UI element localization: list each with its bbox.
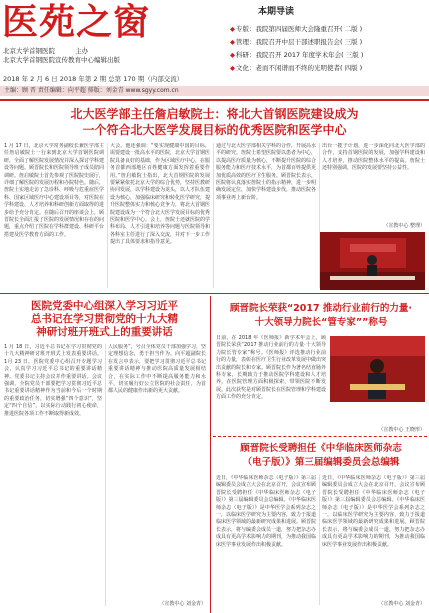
column-divider	[319, 475, 320, 605]
guide-item-text: 管理：我院召开中层干部述职报告会( 三版 )	[236, 38, 363, 46]
publisher-line: 北京大学首钢医院宣传教育中心编辑出版	[3, 56, 120, 64]
lead-body-col1: 1 月 17 日，北京大学常务副校长兼医学部主任詹启敏院士一行来到北京大学首钢医院调研，全面了解医院发展情况并深入探讨学科建设等问题。顾晋院长和医院领导班子成员陪同调研。詹启敏院士首先参观了医院院史展厅，详细了解医院的发展历程和办院特色。随后，詹院士实地走访了急诊科、呼吸与危重症医学科、国家区域医疗中心建设项目等，对医院在学科建设、人才培养和科研创新方面取得的进步给予充分肯定。在随后召开的座谈会上，顾晋院长全面汇报了医院的发展情况和存在的问题，重点介绍了医院在学科群建设、科研平台搭建及医学教育方面的工作。	[4, 143, 104, 238]
organizer-name: 北京大学首钢医院	[3, 47, 55, 55]
editor-info-text: 主编：顾 晋 责任编辑：向平超 排版：刘金青 www.sgyy.com.cn	[4, 87, 179, 94]
lead-body-col4: 出台一揽子计划，进一步深化同北大医学部的合作，支持首钢医院的发展，加强学科建设和人才培养，推动医院整体水平的提高。詹院士还特别强调，医院的发展要坚持公益性。	[322, 143, 425, 172]
award-body: 日前，在 2018 年《医师报》新学术年会上，顾晋院长荣获“2017 推动行业前行的力量·十大领导力院长管专家”称号。《医师报》评选推动行业前行的力量，表彰在医疗卫生行业改革发展中做出突出贡献的院长和专家。顾晋院长作为著名结直肠外科专家，长期致力于推动医院学科建设和人才培养，在医院管理方面积极探索，带领医院不断发展。此次获奖是对顾晋院长在医院管理和学科建设方面工作的充分肯定。	[216, 335, 326, 401]
party-headline-line3: 神研讨班开班式上的重要讲话	[36, 326, 173, 338]
arrow-icon: ◆	[230, 64, 235, 72]
party-body-col2: 人民服务”，号召全体党员干部加强学习，坚定理想信念，勇于担当作为。向平超副院长在发言中表示，要把学习贯彻习近平总书记重要讲话精神与推动医院高质量发展相结合，在实际工作中不断提高服务能力和水平，切实履行好公立医院的社会责任，为首都人民的健康作出新的更大贡献。	[108, 344, 206, 395]
guide-item-text: 文化：老而不闲谱而不终的光明使者( 四版 )	[236, 64, 363, 72]
party-body-col1: 1 月 18 日，习近平总书记在学习贯彻党的十九大精神研讨班开班式上发表重要讲话。1月 23 日，医院党委中心组召开专题学习会，认真学习习近平总书记的重要讲话精神。党委书记主持会议并作重要讲话。会议强调，全院党员干部要把学习贯彻习近平总书记重要讲话精神作为当前和今后一个时期的重要政治任务，切实增强“四个意识”，坚定“四个自信”，以实际行动践行初心使命，推进医院各项工作不断取得新成效。	[4, 344, 102, 417]
masthead-divider	[0, 99, 429, 101]
guide-item-text: 专版：我院第四届医师大会隆重召开( 二版 )	[236, 25, 363, 33]
guide-item-text: 科研：我院召开 2017 年度学术年会( 三版 )	[236, 51, 364, 59]
guide-item[interactable]	[230, 23, 429, 36]
arrow-icon: ◆	[230, 51, 235, 59]
award-headline-line1: 顾晋院长荣获“2017 推动行业前行的力量·	[229, 303, 413, 314]
issue-date-line: 2018 年 2 月 6 日 2018 年第 2 期 总第 170 期（内部交流）	[3, 75, 184, 83]
guide-item[interactable]	[230, 62, 429, 75]
lead-caption: （宣教中心 整理）	[383, 223, 425, 229]
award-caption: （宣教中心 王晓形）	[378, 427, 425, 433]
party-headline-line2: 总书记在学习贯彻党的十九大精	[31, 313, 178, 325]
journal-caption: （宣教中心 刘金青）	[378, 601, 425, 607]
lead-headline-line2: 一个符合北大医学发展目标的优秀医院和医学中心	[82, 123, 347, 137]
lead-body-col2: 大会。他还强调：“要实现健康中国的目标，需要建设一批高水平的医院，北京大学首钢医院具备良好的基础，作为区域医疗中心，在服务首都西部地区百姓健康方面发挥着重要作用。”詹启敏院士指出，北大首钢医院的发展要紧紧依托北京大学的综合优势，坚持医教研协同发展，以学科建设为龙头，以人才队伍建设为核心，加强临床研究和转化医学研究，提升医院整体实力和核心竞争力，将北大首钢医院建设成为一个符合北大医学发展目标的优秀医院和医学中心。会上，詹院士还就医院的学科布局、人才引进和培养等问题与医院领导和各科室主任进行了深入交流，并对下一步工作提出了具体要求和指导意见。	[110, 143, 210, 246]
lead-body-col3: 通过与北大医学部相关学科的合作，开展高水平的研究。詹院士希望医院要以患者为中心，以提高医疗质量为核心，不断提升医院的综合服务能力和医疗技术水平，为首都百姓提供更加优质高效的医疗卫生服务。顾晋院长表示，医院将认真落实詹院士的指示精神，进一步明确发展定位，加快学科建设步伐，推动医院各项事业再上新台阶。	[216, 143, 316, 201]
column-divider	[107, 143, 108, 288]
masthead-title: 医苑之窗	[2, 1, 151, 43]
editor-info-bar	[0, 86, 429, 96]
award-headline-line2: 十大领导力院长“管专家””称号	[254, 317, 388, 328]
guide-item[interactable]	[230, 49, 429, 62]
lead-headline-line1: 北大医学部主任詹启敏院士：将北大首钢医院建设成为	[70, 107, 359, 121]
section-vertical-divider	[210, 296, 211, 613]
journal-headline-line2: （电子版）》第三届编辑委员会总编辑	[242, 457, 400, 468]
issue-guide	[230, 4, 429, 75]
journal-body-col1: 近日，《中华临床医师杂志（电子版）》第三届编辑委员会成立大会在北京召开，会议宣布顾晋院长受聘担任《中华临床医师杂志（电子版）》第三届编辑委员会总编辑。《中华临床医师杂志（电子版）》是中华医学会系列杂志之一，以临床医学研究为主要内容，致力于报道临床医学领域的最新研究成果和进展。顾晋院长表示，将与编委会成员一道，努力把杂志办成具有更高学术影响力的期刊，为推动我国临床医学事业发展作出积极贡献。	[216, 475, 316, 548]
award-photo	[330, 336, 425, 402]
guide-title: 本期导读	[258, 7, 295, 17]
party-caption: （宣教中心 刘金青）	[159, 601, 206, 607]
party-headline-line1: 医院党委中心组深入学习习近平	[31, 300, 178, 312]
column-divider	[105, 344, 106, 606]
arrow-icon: ◆	[230, 38, 235, 46]
column-divider	[213, 143, 214, 288]
journal-headline-line1: 顾晋院长受聘担任《中华临床医师杂志	[240, 443, 402, 454]
meeting-photo	[320, 232, 425, 290]
journal-body-col2: 近日，《中华临床医师杂志（电子版）》第三届编辑委员会成立大会在北京召开，会议宣布顾晋院长受聘担任《中华临床医师杂志（电子版）》第三届编辑委员会总编辑。《中华临床医师杂志（电子版）》是中华医学会系列杂志之一，以临床医学研究为主要内容，致力于报道临床医学领域的最新研究成果和进展。顾晋院长表示，将与编委会成员一道，努力把杂志办成具有更高学术影响力的期刊，为推动我国临床医学事业发展作出积极贡献。	[322, 475, 425, 548]
section-divider	[0, 293, 429, 294]
organizer-line	[3, 47, 88, 55]
guide-item[interactable]	[230, 36, 429, 49]
arrow-icon: ◆	[230, 25, 235, 33]
organizer-role: 主办	[75, 47, 89, 55]
section-divider	[213, 436, 427, 437]
